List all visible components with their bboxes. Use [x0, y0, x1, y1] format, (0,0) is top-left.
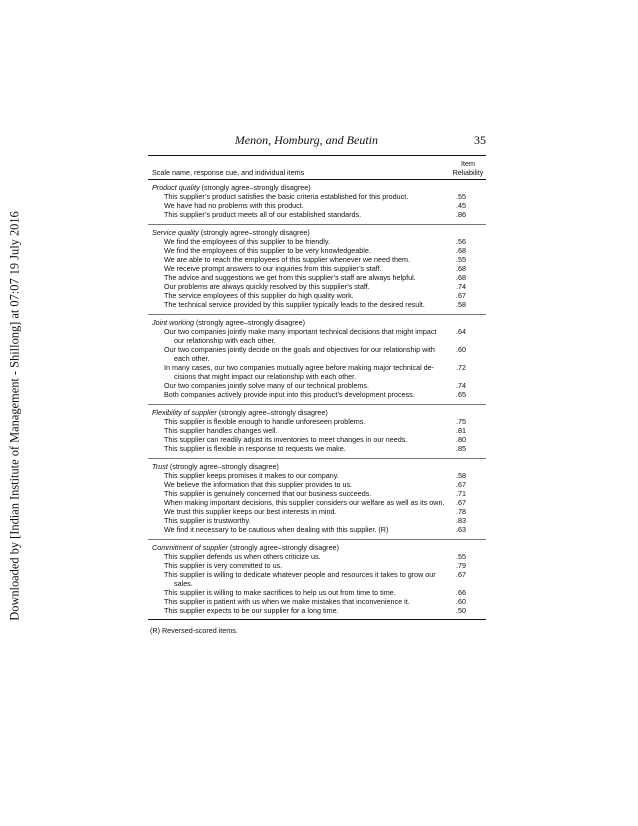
scale-section [148, 408, 486, 456]
section-separator [148, 539, 486, 540]
item-text [148, 201, 454, 210]
item-reliability: .74 [456, 381, 466, 390]
item-text [148, 507, 454, 516]
item-reliability: .58 [456, 300, 466, 309]
table-row [148, 471, 486, 480]
item-reliability: .55 [456, 255, 466, 264]
item-text [148, 435, 454, 444]
item-reliability: .71 [456, 489, 466, 498]
item-text [148, 480, 454, 489]
scale-items-table [148, 155, 486, 635]
item-text [148, 516, 454, 525]
item-reliability: .67 [456, 291, 466, 300]
item-text [148, 561, 454, 570]
item-text [148, 471, 454, 480]
table-row [148, 597, 486, 606]
item-reliability: .60 [456, 345, 466, 354]
header-reliability: Reliability [452, 168, 484, 177]
scale-title [148, 543, 486, 552]
table-footnote: (R) Reversed-scored items. [150, 626, 238, 635]
item-text [148, 210, 454, 219]
table-bottom-rule [148, 619, 486, 620]
item-reliability: .65 [456, 390, 466, 399]
download-watermark [4, 211, 26, 621]
header-item-reliability [450, 159, 486, 177]
scale-title [148, 318, 486, 327]
header-item: Item [461, 159, 475, 168]
table-row [148, 345, 486, 363]
item-text-line: We receive prompt answers to our inquiries from this supplier’s staff. [164, 264, 382, 273]
table-row [148, 300, 486, 309]
item-text-line: This supplier is patient with us when we make mistakes that inconvenience it. [164, 597, 410, 606]
table-row [148, 210, 486, 219]
table-body [148, 183, 486, 618]
item-text-line: The service employees of this supplier do high quality work. [164, 291, 354, 300]
item-text [148, 606, 454, 615]
table-header [148, 156, 486, 179]
table-row [148, 363, 486, 381]
item-text-continuation: our relationship with each other. [174, 336, 276, 345]
scale-name: Trust [152, 462, 168, 471]
scale-section [148, 543, 486, 618]
item-reliability: .68 [456, 273, 466, 282]
section-separator [148, 224, 486, 225]
item-text-line: We are able to reach the employees of this supplier whenever we need them. [164, 255, 410, 264]
item-text-line: We find the employees of this supplier to be friendly. [164, 237, 330, 246]
item-text-line: In many cases, our two companies mutually agree before making major technical de- [164, 363, 435, 372]
item-reliability: .85 [456, 444, 466, 453]
item-text-continuation: cisions that might impact our relationship with each other. [174, 372, 357, 381]
section-separator [148, 458, 486, 459]
item-text [148, 327, 454, 345]
scale-title [148, 408, 486, 417]
table-row [148, 561, 486, 570]
item-reliability: .74 [456, 282, 466, 291]
item-text-line: The advice and suggestions we get from this supplier’s staff are always helpful. [164, 273, 416, 282]
scale-title [148, 228, 486, 237]
item-text-line: This supplier can readily adjust its inventories to meet changes in our needs. [164, 435, 408, 444]
table-row [148, 606, 486, 615]
item-text [148, 246, 454, 255]
scale-section [148, 318, 486, 402]
item-text-line: This supplier handles changes well. [164, 426, 278, 435]
item-reliability: .58 [456, 471, 466, 480]
download-watermark-text: Downloaded by [Indian Institute of Management - Shillong] at 07:07 19 July 2016 [7, 211, 22, 621]
item-reliability: .72 [456, 363, 466, 372]
item-text-line: This supplier is flexible in response to requests we make. [164, 444, 346, 453]
item-text-line: Our two companies jointly decide on the goals and objectives for our relationship with [164, 345, 435, 354]
table-row [148, 588, 486, 597]
table-row [148, 426, 486, 435]
item-reliability: .64 [456, 327, 466, 336]
item-text [148, 273, 454, 282]
table-row [148, 381, 486, 390]
scale-name: Commitment of supplier [152, 543, 228, 552]
item-text [148, 552, 454, 561]
item-text [148, 525, 454, 534]
table-row [148, 327, 486, 345]
item-text-line: Our problems are always quickly resolved by this supplier’s staff. [164, 282, 370, 291]
item-reliability: .68 [456, 246, 466, 255]
running-head-authors: Menon, Homburg, and Beutin [234, 133, 378, 147]
item-text [148, 237, 454, 246]
item-text-line: Our two companies jointly solve many of our technical problems. [164, 381, 369, 390]
scale-name: Joint working [152, 318, 194, 327]
table-row [148, 273, 486, 282]
item-text-line: We find it necessary to be cautious when dealing with this supplier. (R) [164, 525, 389, 534]
table-row [148, 498, 486, 507]
scale-title [148, 462, 486, 471]
table-row [148, 516, 486, 525]
item-text [148, 291, 454, 300]
table-row [148, 264, 486, 273]
item-text-line: We have had no problems with this product. [164, 201, 304, 210]
table-row [148, 282, 486, 291]
table-row [148, 480, 486, 489]
item-text-line: This supplier keeps promises it makes to our company. [164, 471, 339, 480]
item-text-line: This supplier’s product meets all of our established standards. [164, 210, 362, 219]
item-text-continuation: each other. [174, 354, 210, 363]
item-text-line: This supplier is willing to dedicate whatever people and resources it takes to grow our [164, 570, 436, 579]
item-reliability: .75 [456, 417, 466, 426]
table-row [148, 417, 486, 426]
item-reliability: .67 [456, 498, 466, 507]
item-text-line: We find the employees of this supplier to be very knowledgeable. [164, 246, 371, 255]
response-cue: (strongly agree–strongly disagree) [199, 183, 311, 192]
item-reliability: .55 [456, 552, 466, 561]
scale-name: Service quality [152, 228, 199, 237]
page-number: 35 [474, 133, 486, 147]
item-reliability: .80 [456, 435, 466, 444]
item-text-line: Our two companies jointly make many important technical decisions that might impact [164, 327, 437, 336]
item-reliability: .63 [456, 525, 466, 534]
item-text [148, 264, 454, 273]
item-reliability: .60 [456, 597, 466, 606]
item-text-line: When making important decisions, this supplier considers our welfare as well as its own. [164, 498, 445, 507]
table-row [148, 291, 486, 300]
item-text-line: Both companies actively provide input into this product’s development process. [164, 390, 415, 399]
item-text [148, 363, 454, 381]
item-text [148, 345, 454, 363]
table-row [148, 489, 486, 498]
item-reliability: .78 [456, 507, 466, 516]
scale-section [148, 462, 486, 537]
item-text-line: The technical service provided by this supplier typically leads to the desired result. [164, 300, 425, 309]
item-text [148, 282, 454, 291]
table-header-rule [148, 179, 486, 180]
item-text-line: This supplier is trustworthy. [164, 516, 251, 525]
item-reliability: .67 [456, 480, 466, 489]
item-text [148, 489, 454, 498]
item-text-line: This supplier is willing to make sacrifices to help us out from time to time. [164, 588, 396, 597]
response-cue: (strongly agree–strongly disagree) [167, 462, 279, 471]
scale-name: Flexibility of supplier [152, 408, 217, 417]
item-text-line: This supplier defends us when others criticize us. [164, 552, 321, 561]
table-row [148, 507, 486, 516]
item-text [148, 255, 454, 264]
item-text [148, 390, 454, 399]
item-text-line: We trust this supplier keeps our best interests in mind. [164, 507, 337, 516]
scale-section [148, 183, 486, 222]
response-cue: (strongly agree–strongly disagree) [193, 318, 306, 327]
response-cue: (strongly agree–strongly disagree) [198, 228, 310, 237]
item-text [148, 426, 454, 435]
section-separator [148, 314, 486, 315]
item-reliability: .56 [456, 237, 466, 246]
item-text-continuation: sales. [174, 579, 193, 588]
item-reliability: .68 [456, 264, 466, 273]
table-row [148, 390, 486, 399]
running-head [148, 133, 486, 149]
scale-name: Product quality [152, 183, 200, 192]
item-text-line: This supplier is very committed to us. [164, 561, 283, 570]
scale-section [148, 228, 486, 312]
item-reliability: .86 [456, 210, 466, 219]
table-row [148, 552, 486, 561]
scale-title [148, 183, 486, 192]
table-row [148, 246, 486, 255]
item-text [148, 381, 454, 390]
response-cue: (strongly agree–strongly disagree) [216, 408, 328, 417]
item-text-line: We believe the information that this supplier provides to us. [164, 480, 353, 489]
item-text-line: This supplier is genuinely concerned that our business succeeds. [164, 489, 372, 498]
item-text-line: This supplier is flexible enough to handle unforeseen problems. [164, 417, 366, 426]
item-text [148, 300, 454, 309]
response-cue: (strongly agree–strongly disagree) [227, 543, 339, 552]
table-row [148, 570, 486, 588]
item-text [148, 444, 454, 453]
table-row [148, 444, 486, 453]
item-reliability: .45 [456, 201, 466, 210]
item-reliability: .79 [456, 561, 466, 570]
item-text [148, 192, 454, 201]
item-reliability: .50 [456, 606, 466, 615]
item-text [148, 588, 454, 597]
table-row [148, 525, 486, 534]
header-scale-name: Scale name, response cue, and individual items [152, 168, 305, 177]
table-row [148, 255, 486, 264]
table-row [148, 201, 486, 210]
item-reliability: .83 [456, 516, 466, 525]
item-reliability: .66 [456, 588, 466, 597]
item-text [148, 597, 454, 606]
table-row [148, 192, 486, 201]
section-separator [148, 404, 486, 405]
table-row [148, 435, 486, 444]
item-reliability: .55 [456, 192, 466, 201]
item-text-line: This supplier expects to be our supplier for a long time. [164, 606, 339, 615]
item-reliability: .67 [456, 570, 466, 579]
item-text [148, 417, 454, 426]
item-reliability: .81 [456, 426, 466, 435]
item-text [148, 570, 454, 588]
table-row [148, 237, 486, 246]
item-text-line: This supplier’s product satisfies the basic criteria established for this product. [164, 192, 409, 201]
item-text [148, 498, 454, 507]
